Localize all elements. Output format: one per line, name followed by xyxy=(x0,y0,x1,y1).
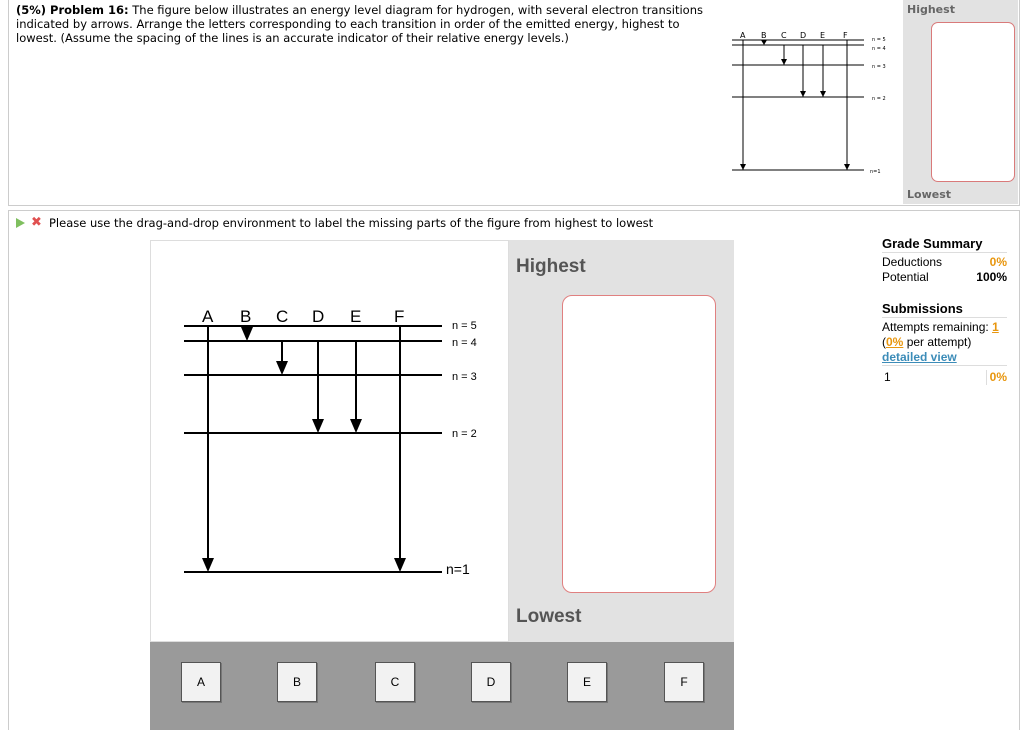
grade-summary: Grade Summary Deductions 0% Potential 100% Submissions Attempts remaining: 1 (0% per attempt) detailed view 1 0% xyxy=(882,236,1007,384)
tile-d[interactable]: D xyxy=(471,662,511,702)
potential-value: 100% xyxy=(976,270,1007,284)
per-attempt-suffix: per attempt) xyxy=(906,335,972,349)
highest-label: Highest xyxy=(516,256,586,277)
small-highest-label: Highest xyxy=(907,3,955,16)
problem-body: The figure below illustrates an energy level diagram for hydrogen, with several electron transitions indicated by arrows. Arrange the letters corresponding to each transition in order of the emitted energy, highest to lowest. (Assume the spacing of the lines is an accurate indicator of their relative energy levels.) xyxy=(16,3,703,45)
ranking-drop-zone[interactable] xyxy=(562,295,716,593)
small-level-2: n = 2 xyxy=(872,96,886,102)
letter-c: C xyxy=(276,307,289,326)
detailed-view-link[interactable]: detailed view xyxy=(882,350,1007,366)
small-ranking-box xyxy=(931,22,1015,182)
submissions-title: Submissions xyxy=(882,301,1007,318)
small-lowest-label: Lowest xyxy=(907,188,951,201)
small-letter-c: C xyxy=(781,31,787,40)
tile-f[interactable]: F xyxy=(664,662,704,702)
arrow-b xyxy=(241,327,253,341)
problem-statement xyxy=(16,3,716,45)
attempts-value: 1 xyxy=(992,320,999,334)
tile-c[interactable]: C xyxy=(375,662,415,702)
letter-b: B xyxy=(240,307,252,326)
problem-number: (5%) Problem 16: xyxy=(16,3,129,17)
arrow-a xyxy=(202,558,214,572)
level-3-label: n = 3 xyxy=(452,371,477,383)
small-energy-diagram xyxy=(728,24,898,184)
tile-e[interactable]: E xyxy=(567,662,607,702)
incorrect-icon: ✖ xyxy=(31,215,42,230)
grade-summary-title: Grade Summary xyxy=(882,236,1007,253)
play-icon[interactable] xyxy=(16,218,25,228)
level-2-label: n = 2 xyxy=(452,428,477,440)
tile-b[interactable]: B xyxy=(277,662,317,702)
level-1-label: n=1 xyxy=(446,561,470,577)
deductions-label: Deductions xyxy=(882,255,943,269)
arrow-c xyxy=(276,361,288,375)
arrow-e xyxy=(350,419,362,433)
per-attempt-value: 0% xyxy=(886,335,904,349)
tile-a[interactable]: A xyxy=(181,662,221,702)
attempts-label: Attempts remaining: xyxy=(882,320,989,334)
level-5-label: n = 5 xyxy=(452,320,477,332)
letter-d: D xyxy=(312,307,325,326)
instruction-row xyxy=(16,216,653,230)
instruction-text: Please use the drag-and-drop environment to label the missing parts of the figure from highest to lowest xyxy=(49,216,654,230)
small-letter-f: F xyxy=(843,31,848,40)
small-level-5: n = 5 xyxy=(872,37,886,43)
tile-tray xyxy=(150,642,734,730)
arrow-f xyxy=(394,558,406,572)
lowest-label: Lowest xyxy=(516,606,582,627)
small-level-1: n=1 xyxy=(870,169,881,175)
submission-score: 0% xyxy=(986,370,1007,385)
submission-number: 1 xyxy=(884,370,891,384)
small-level-3: n = 3 xyxy=(872,64,886,70)
potential-label: Potential xyxy=(882,270,929,284)
small-letter-d: D xyxy=(800,31,807,40)
letter-e: E xyxy=(350,307,362,326)
small-letter-a: A xyxy=(740,31,746,40)
arrow-d xyxy=(312,419,324,433)
level-4-label: n = 4 xyxy=(452,337,477,349)
letter-f: F xyxy=(394,307,405,326)
deductions-value: 0% xyxy=(989,255,1007,269)
small-letter-e: E xyxy=(820,31,826,40)
letter-a: A xyxy=(202,307,214,326)
energy-diagram xyxy=(150,240,509,642)
small-level-4: n = 4 xyxy=(872,46,886,52)
small-letter-b: B xyxy=(761,31,767,40)
